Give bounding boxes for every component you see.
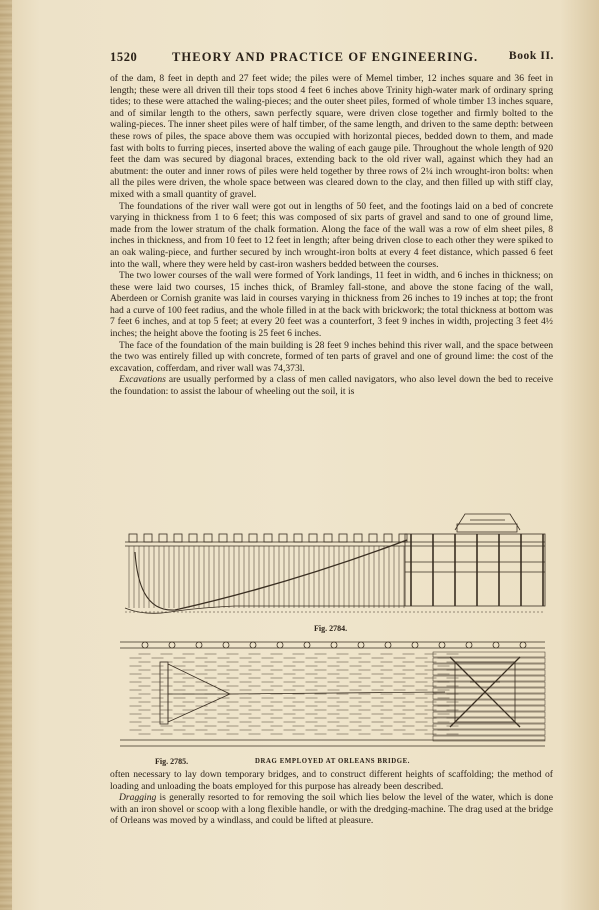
paragraph — [110, 792, 553, 827]
book-number: Book II. — [508, 50, 554, 62]
italic-term: Excavations — [119, 374, 166, 386]
figure-label: Fig. 2785. — [155, 757, 189, 766]
fig-2784-drawing — [125, 514, 545, 613]
paragraph: The foundations of the river wall were got out in lengths of 50 feet, and the footings laid on a bed of concrete varying in thickness from 1 to 6 feet; this was composed of six parts of gravel and sand to one of ground lime, made from the lower stratum of the chalk formation. Along the face of the wall was a row of elm sheet piles, 8 inches in thickness, and from 10 feet to 12 feet in length; after being driven close to each other they were spiked to an oak waling-piece, and further secured by inch wrought-iron bolts at every 4 feet distance, which passed 6 feet into the wall, where they were held by cast-iron washers bedded between the courses. — [110, 200, 553, 270]
paragraph-text: is generally resorted to for removing the soil which lies below the level of the water, which is done with an iron shovel or scoop with a long flexible handle, or with the dredging-machine. The drag used at the bridge of Orleans was moved by a windlass, and could be lifted at pleasure. — [110, 792, 553, 827]
body-text-upper — [110, 73, 553, 398]
paragraph: The face of the foundation of the main building is 28 feet 9 inches behind this river wall, and the space between the two was entirely filled up with concrete, formed of ten parts of gravel and one of ground lime: the cost of the excavation, cofferdam, and river wall was 74,373l. — [110, 339, 553, 374]
figure-block — [115, 512, 555, 764]
book-spine-edge — [0, 0, 12, 910]
paragraph: of the dam, 8 feet in depth and 27 feet wide; the piles were of Memel timber, 12 inches square and 36 feet in length; these were all driven till their tops stood 4 feet 6 inches above Trinity high-water mark of ordinary spring tides; to these were attached the waling-pieces; and the outer sheet piles, formed of whole timber 13 inches square, and of similar length to the others, sawn perfectly square, were driven close together and firmly bolted to the waling-pieces. The inner sheet piles were of half timber, of the same length, and driven to the same depth: between these rows of piles, the space above them was occupied with horizontal pieces, bedded down to them, and made fast with bolts to furring pieces, inserted above the waling of each gauge pile. Throughout the whole length of 920 feet the dam was secured by diagonal braces, extending back to the old river wall, against which they had an abutment: the outer and inner rows of piles were held together by three rows of 2¼ inch wrought-iron bolts: when all the piles were driven, the whole space between was cleared down to the clay, and then filled up with stiff clay, mixed with a small quantity of gravel. — [110, 73, 553, 200]
paragraph: The two lower courses of the wall were formed of York landings, 11 feet in width, and 6 inches in thickness; on these were laid two courses, 15 inches thick, of Bramley fall-stone, and above the stone facing of the wall, Aberdeen or Cornish granite was laid in courses varying in thickness from 26 inches to 19 inches at top; the front had a curve of 100 feet radius, and the whole filled in at the back with brickwork; the total thickness at bottom was 7 feet 6 inches, and at top 5 feet; at every 20 feet was a counterfort, 3 feet 9 inches in width, projecting 3 feet 4½ inches; the height above the footing is 25 feet 6 inches. — [110, 270, 553, 340]
running-title: THEORY AND PRACTICE OF ENGINEERING. — [172, 50, 479, 64]
fig-2785-drawing — [120, 642, 545, 746]
italic-term: Dragging — [119, 792, 157, 804]
paragraph-text: are usually performed by a class of men called navigators, who also level down the bed to receive the foundation: to assist the labour of wheeling out the soil, it is — [110, 374, 553, 398]
body-text-lower — [110, 769, 553, 827]
paragraph — [110, 374, 553, 397]
paragraph: often necessary to lay down temporary bridges, and to construct different heights of scaffolding; the method of loading and unloading the boats employed for this purpose has already been described. — [110, 769, 553, 792]
figure-caption: DRAG EMPLOYED AT ORLEANS BRIDGE. — [255, 758, 411, 765]
figure-label: Fig. 2784. — [314, 624, 348, 633]
page-number: 1520 — [110, 50, 138, 64]
engraving-illustration — [115, 512, 555, 757]
running-header — [110, 50, 554, 68]
